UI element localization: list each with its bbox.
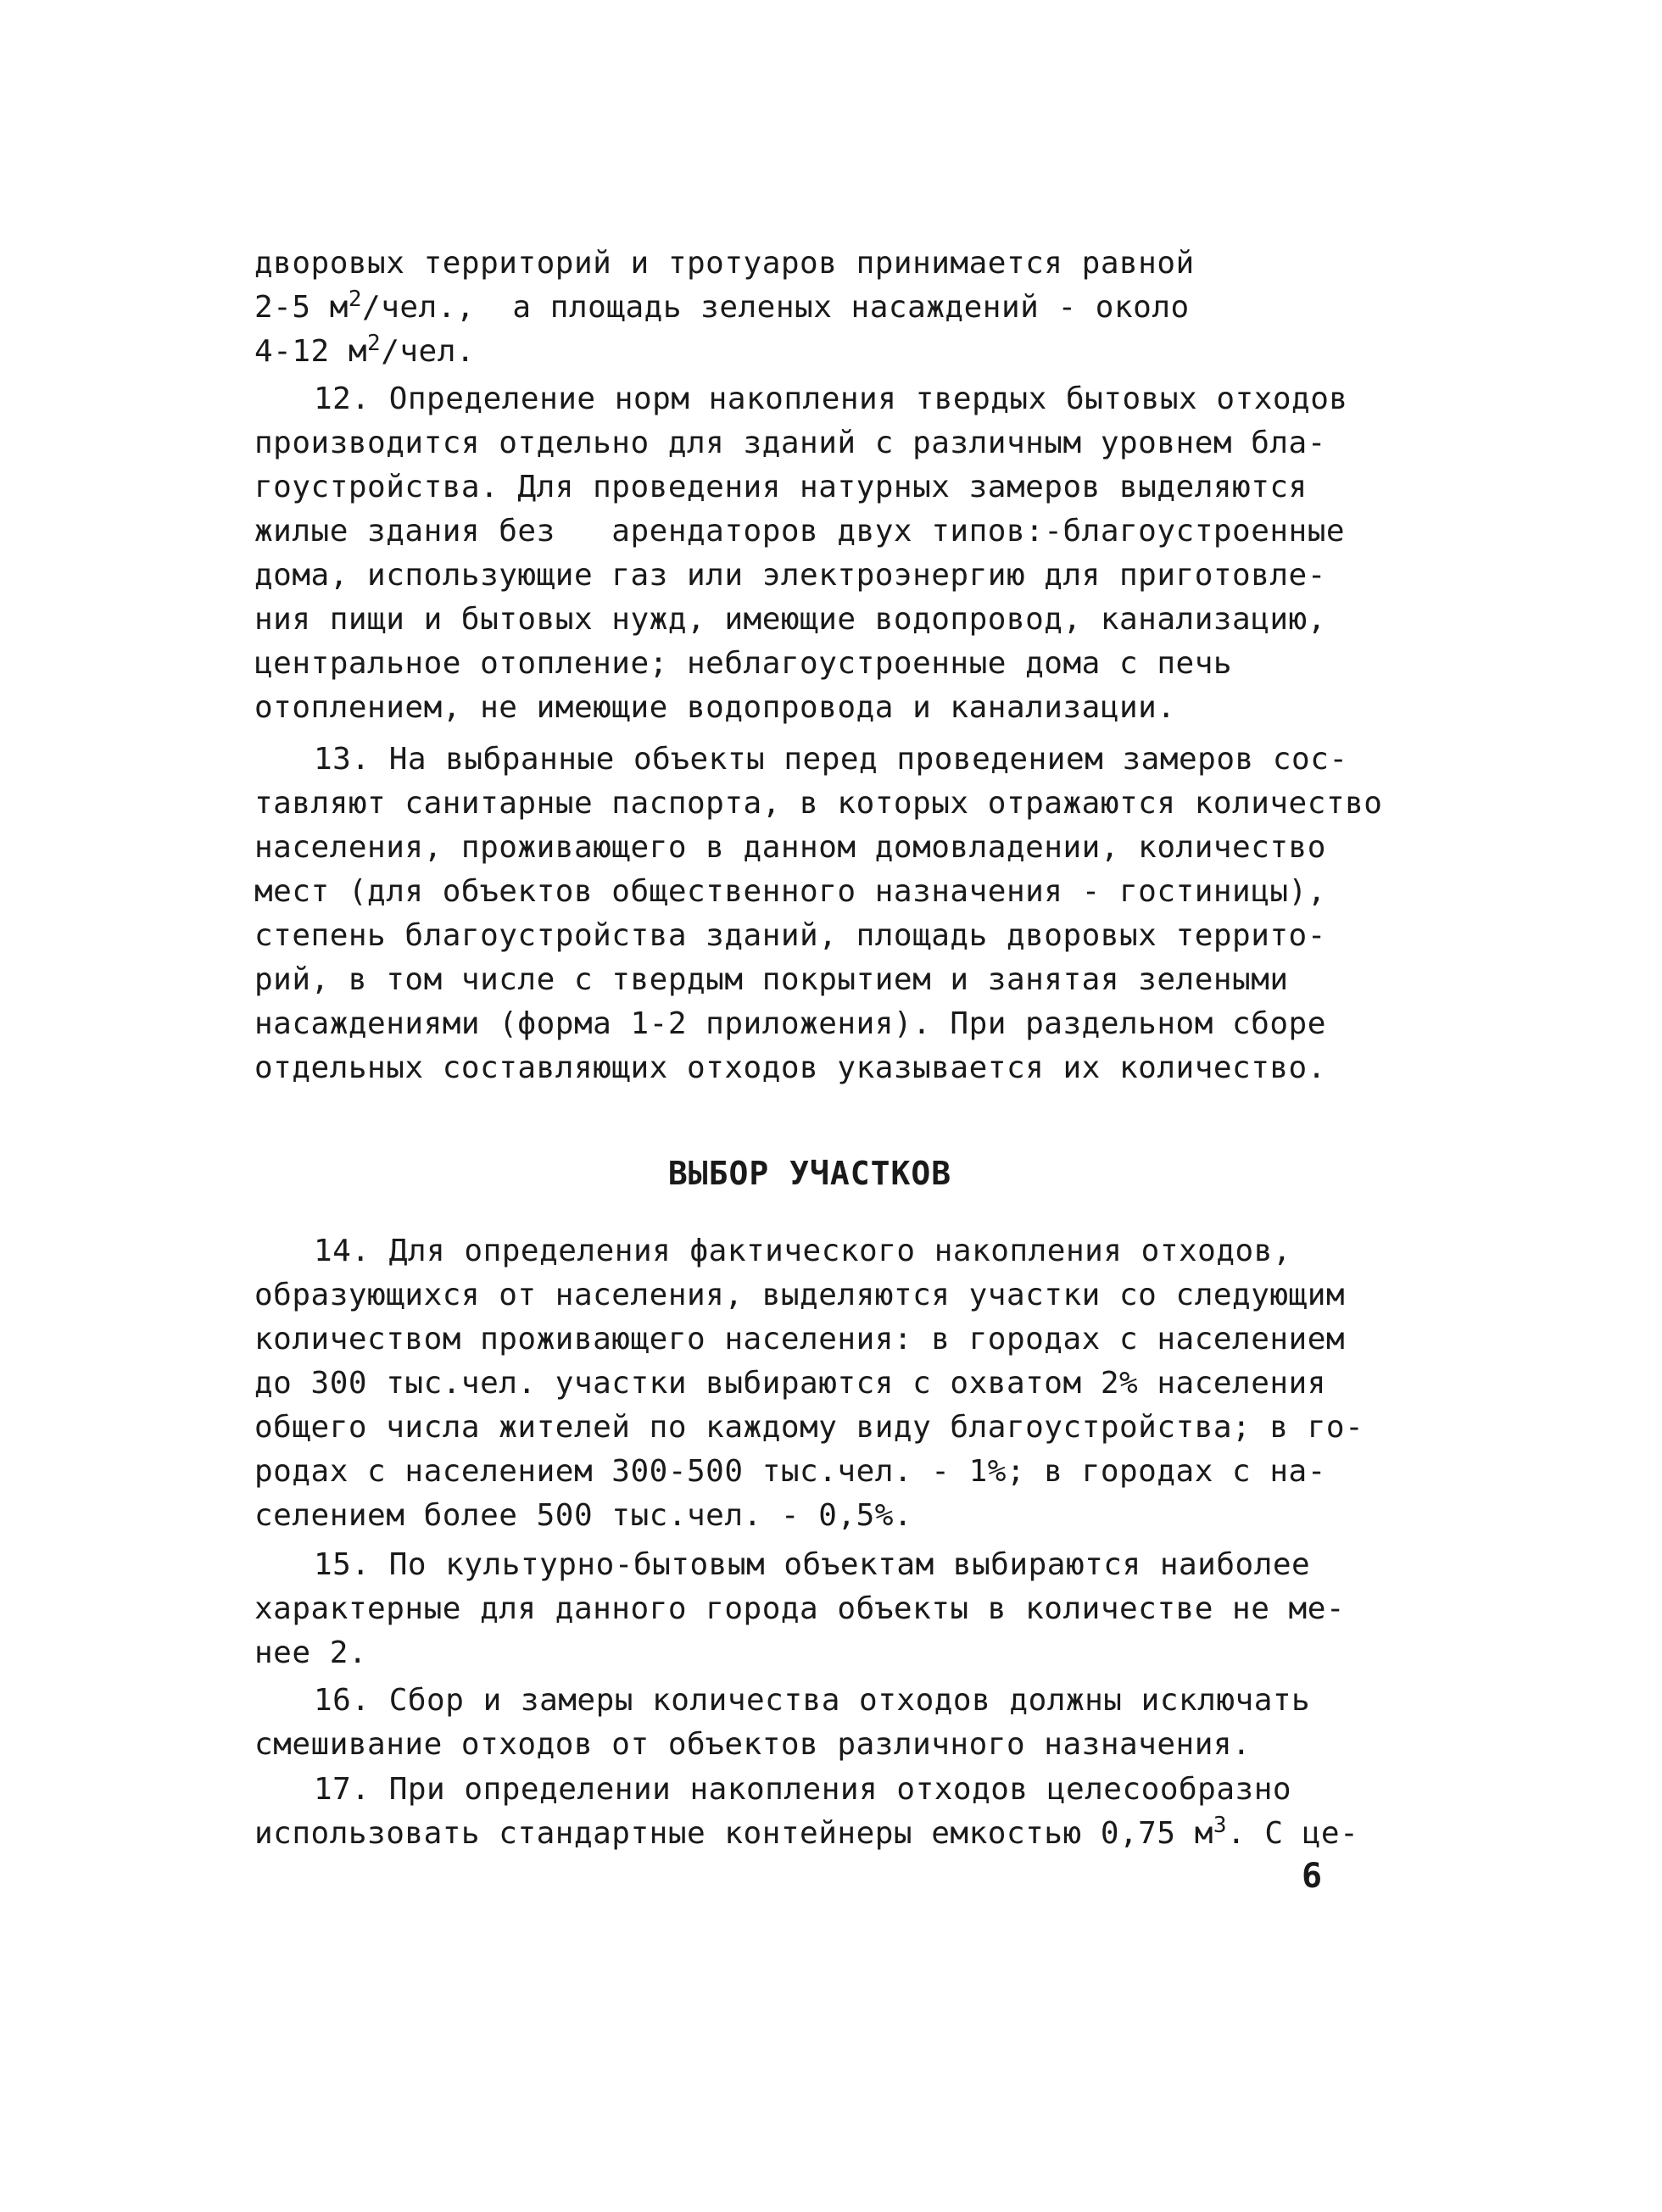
text-line: образующихся от населения, выделяются участки со следующим [254, 1278, 1346, 1312]
text-line: 16. Сбор и замеры количества отходов должны исключать [314, 1683, 1311, 1718]
text-line: дома, использующие газ или электроэнергию для приготовле- [254, 558, 1326, 593]
intro-paragraph [254, 242, 1365, 374]
text-fragment: /чел., а площадь зеленых насаждений - около [362, 290, 1190, 325]
text-line: центральное отопление; неблагоустроенные дома с печь [254, 646, 1233, 681]
text-line: смешивание отходов от объектов различного назначения. [254, 1727, 1252, 1762]
text-line: 12. Определение норм накопления твердых бытовых отходов [314, 382, 1348, 416]
text-line [254, 286, 1365, 330]
text-line: насаждениями (форма 1-2 приложения). При раздельном сборе [254, 1006, 1326, 1041]
text-line: количеством проживающего населения: в городах с населением [254, 1322, 1346, 1357]
text-line: до 300 тыс.чел. участки выбираются с охватом 2% населения [254, 1366, 1326, 1401]
text-line: ния пищи и бытовых нужд, имеющие водопровод, канализацию, [254, 602, 1326, 637]
text-line: нее 2. [254, 1635, 368, 1670]
superscript: 2 [348, 287, 363, 312]
text-line: гоустройства. Для проведения натурных замеров выделяются [254, 470, 1308, 504]
text-line: жилые здания без арендаторов двух типов:-благоустроенные [254, 514, 1346, 549]
text-line: тавляют санитарные паспорта, в которых отражаются количество [254, 786, 1383, 821]
paragraph-13 [254, 738, 1383, 1090]
text-line [254, 330, 1365, 374]
text-fragment: 4-12 м [254, 334, 368, 369]
text-line: селением более 500 тыс.чел. - 0,5%. [254, 1498, 913, 1533]
text-line: общего числа жителей по каждому виду благоустройства; в го- [254, 1410, 1364, 1445]
page-number: 6 [1302, 1857, 1323, 1896]
paragraph-16 [254, 1679, 1365, 1767]
text-line: рий, в том числе с твердым покрытием и занятая зелеными [254, 962, 1289, 997]
text-line: 17. При определении накопления отходов целесообразно [314, 1772, 1292, 1807]
text-line: производится отдельно для зданий с различным уровнем бла- [254, 426, 1326, 460]
paragraph-15 [254, 1543, 1365, 1675]
paragraph-14 [254, 1229, 1365, 1538]
text-fragment: использовать стандартные контейнеры емкостью 0,75 м [254, 1816, 1213, 1851]
paragraph-12 [254, 377, 1365, 730]
text-line: 15. По культурно-бытовым объектам выбираются наиболее [314, 1547, 1311, 1582]
text-line: отдельных составляющих отходов указывается их количество. [254, 1050, 1326, 1085]
text-line: мест (для объектов общественного назначения - гостиницы), [254, 874, 1326, 909]
superscript: 2 [367, 331, 382, 356]
section-heading: ВЫБОР УЧАСТКОВ [667, 1155, 952, 1192]
text-line: населения, проживающего в данном домовладении, количество [254, 830, 1326, 865]
text-line: дворовых территорий и тротуаров принимается равной [254, 246, 1195, 281]
text-line: отоплением, не имеющие водопровода и канализации. [254, 690, 1176, 725]
text-line: родах с населением 300-500 тыс.чел. - 1%; в городах с на- [254, 1454, 1326, 1489]
text-fragment: . С це- [1227, 1816, 1359, 1851]
text-line: степень благоустройства зданий, площадь дворовых террито- [254, 918, 1326, 953]
text-line: характерные для данного города объекты в количестве не ме- [254, 1591, 1346, 1626]
superscript: 3 [1213, 1813, 1228, 1838]
paragraph-17 [254, 1768, 1365, 1856]
text-line: 13. На выбранные объекты перед проведением замеров сос- [314, 742, 1348, 777]
text-line [254, 1812, 1365, 1856]
text-line: 14. Для определения фактического накопления отходов, [314, 1234, 1292, 1268]
text-fragment: 2-5 м [254, 290, 349, 325]
text-fragment: /чел. [381, 334, 476, 369]
